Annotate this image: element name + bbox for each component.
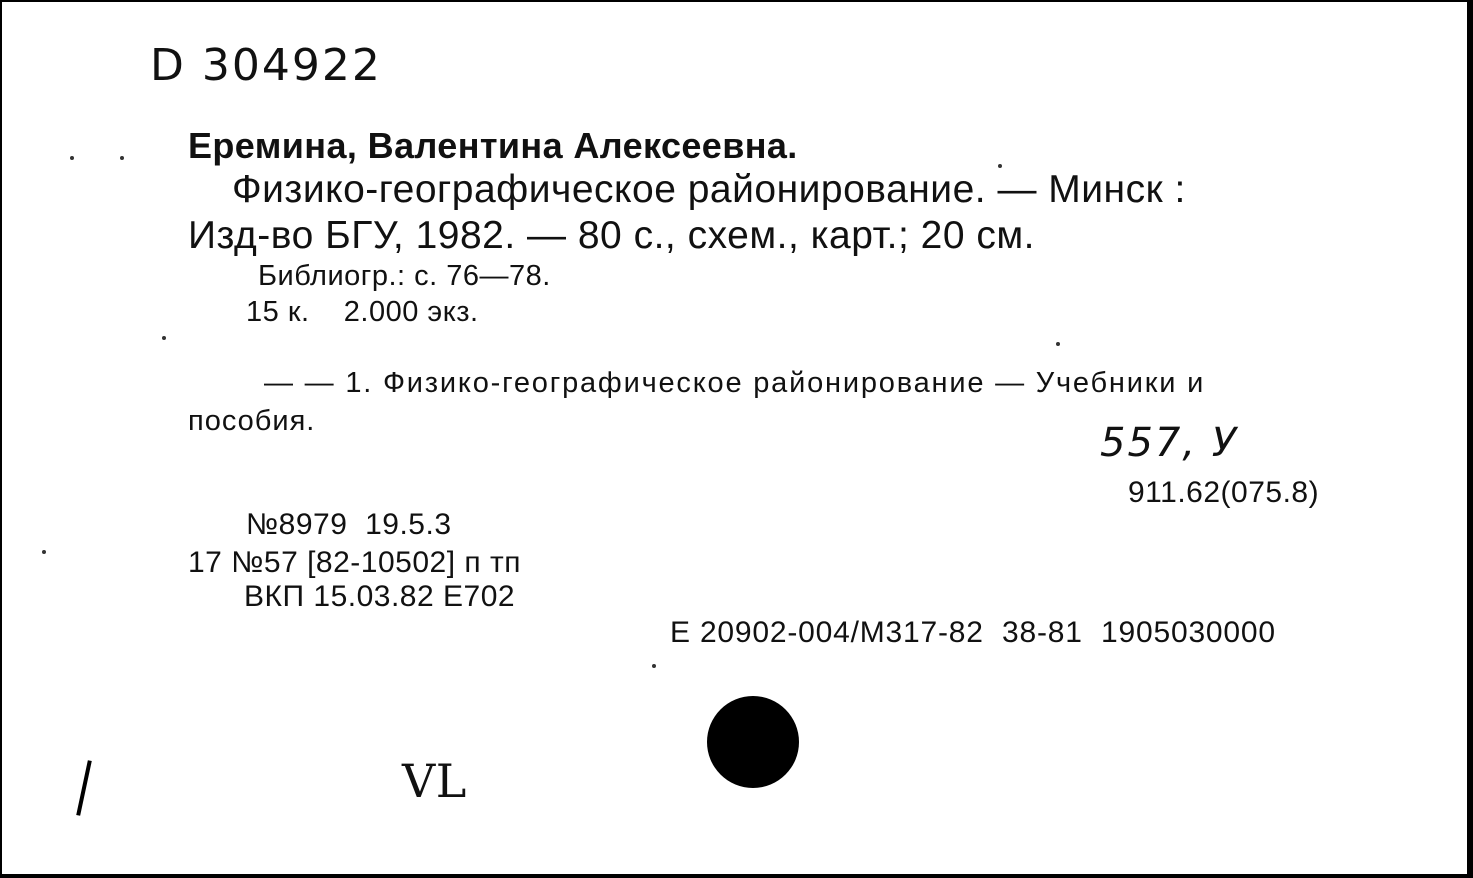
bottom-mark: VL (402, 754, 467, 808)
order-line-1: №8979 19.5.3 (246, 508, 452, 541)
speck (998, 164, 1002, 168)
speck (1056, 342, 1060, 346)
handwritten-class-code: 557, У (1100, 420, 1239, 466)
udc-code: 911.62(075.8) (1128, 476, 1320, 509)
order-line-3: ВКП 15.03.82 Е702 (244, 580, 516, 613)
card-bottom-edge (0, 874, 1473, 878)
title-line-1: Физико-географическое районирование. — Минск : (232, 168, 1186, 211)
pen-stroke-mark (76, 760, 92, 816)
accession-number: D 304922 (150, 40, 382, 91)
index-line: Е 20902-004/М317-82 38-81 1905030000 (670, 616, 1276, 649)
speck (42, 550, 46, 554)
card-edge-shadow (1467, 0, 1473, 878)
title-line-2: Изд-во БГУ, 1982. — 80 с., схем., карт.; 20 см. (188, 214, 1035, 257)
price-copies: 15 к. 2.000 экз. (246, 296, 479, 328)
speck (162, 336, 166, 340)
bibliography-note: Библиогр.: с. 76—78. (258, 260, 551, 292)
speck (120, 156, 124, 160)
author-heading: Еремина, Валентина Алексеевна. (188, 125, 798, 166)
punch-hole (707, 696, 799, 788)
subject-heading-line-2: пособия. (188, 405, 316, 437)
subject-heading-line-1: — — 1. Физико-географическое районирование — Учебники и (264, 367, 1206, 399)
speck (70, 156, 74, 160)
order-line-2: 17 №57 [82-10502] п тп (188, 546, 521, 579)
speck (652, 664, 656, 668)
